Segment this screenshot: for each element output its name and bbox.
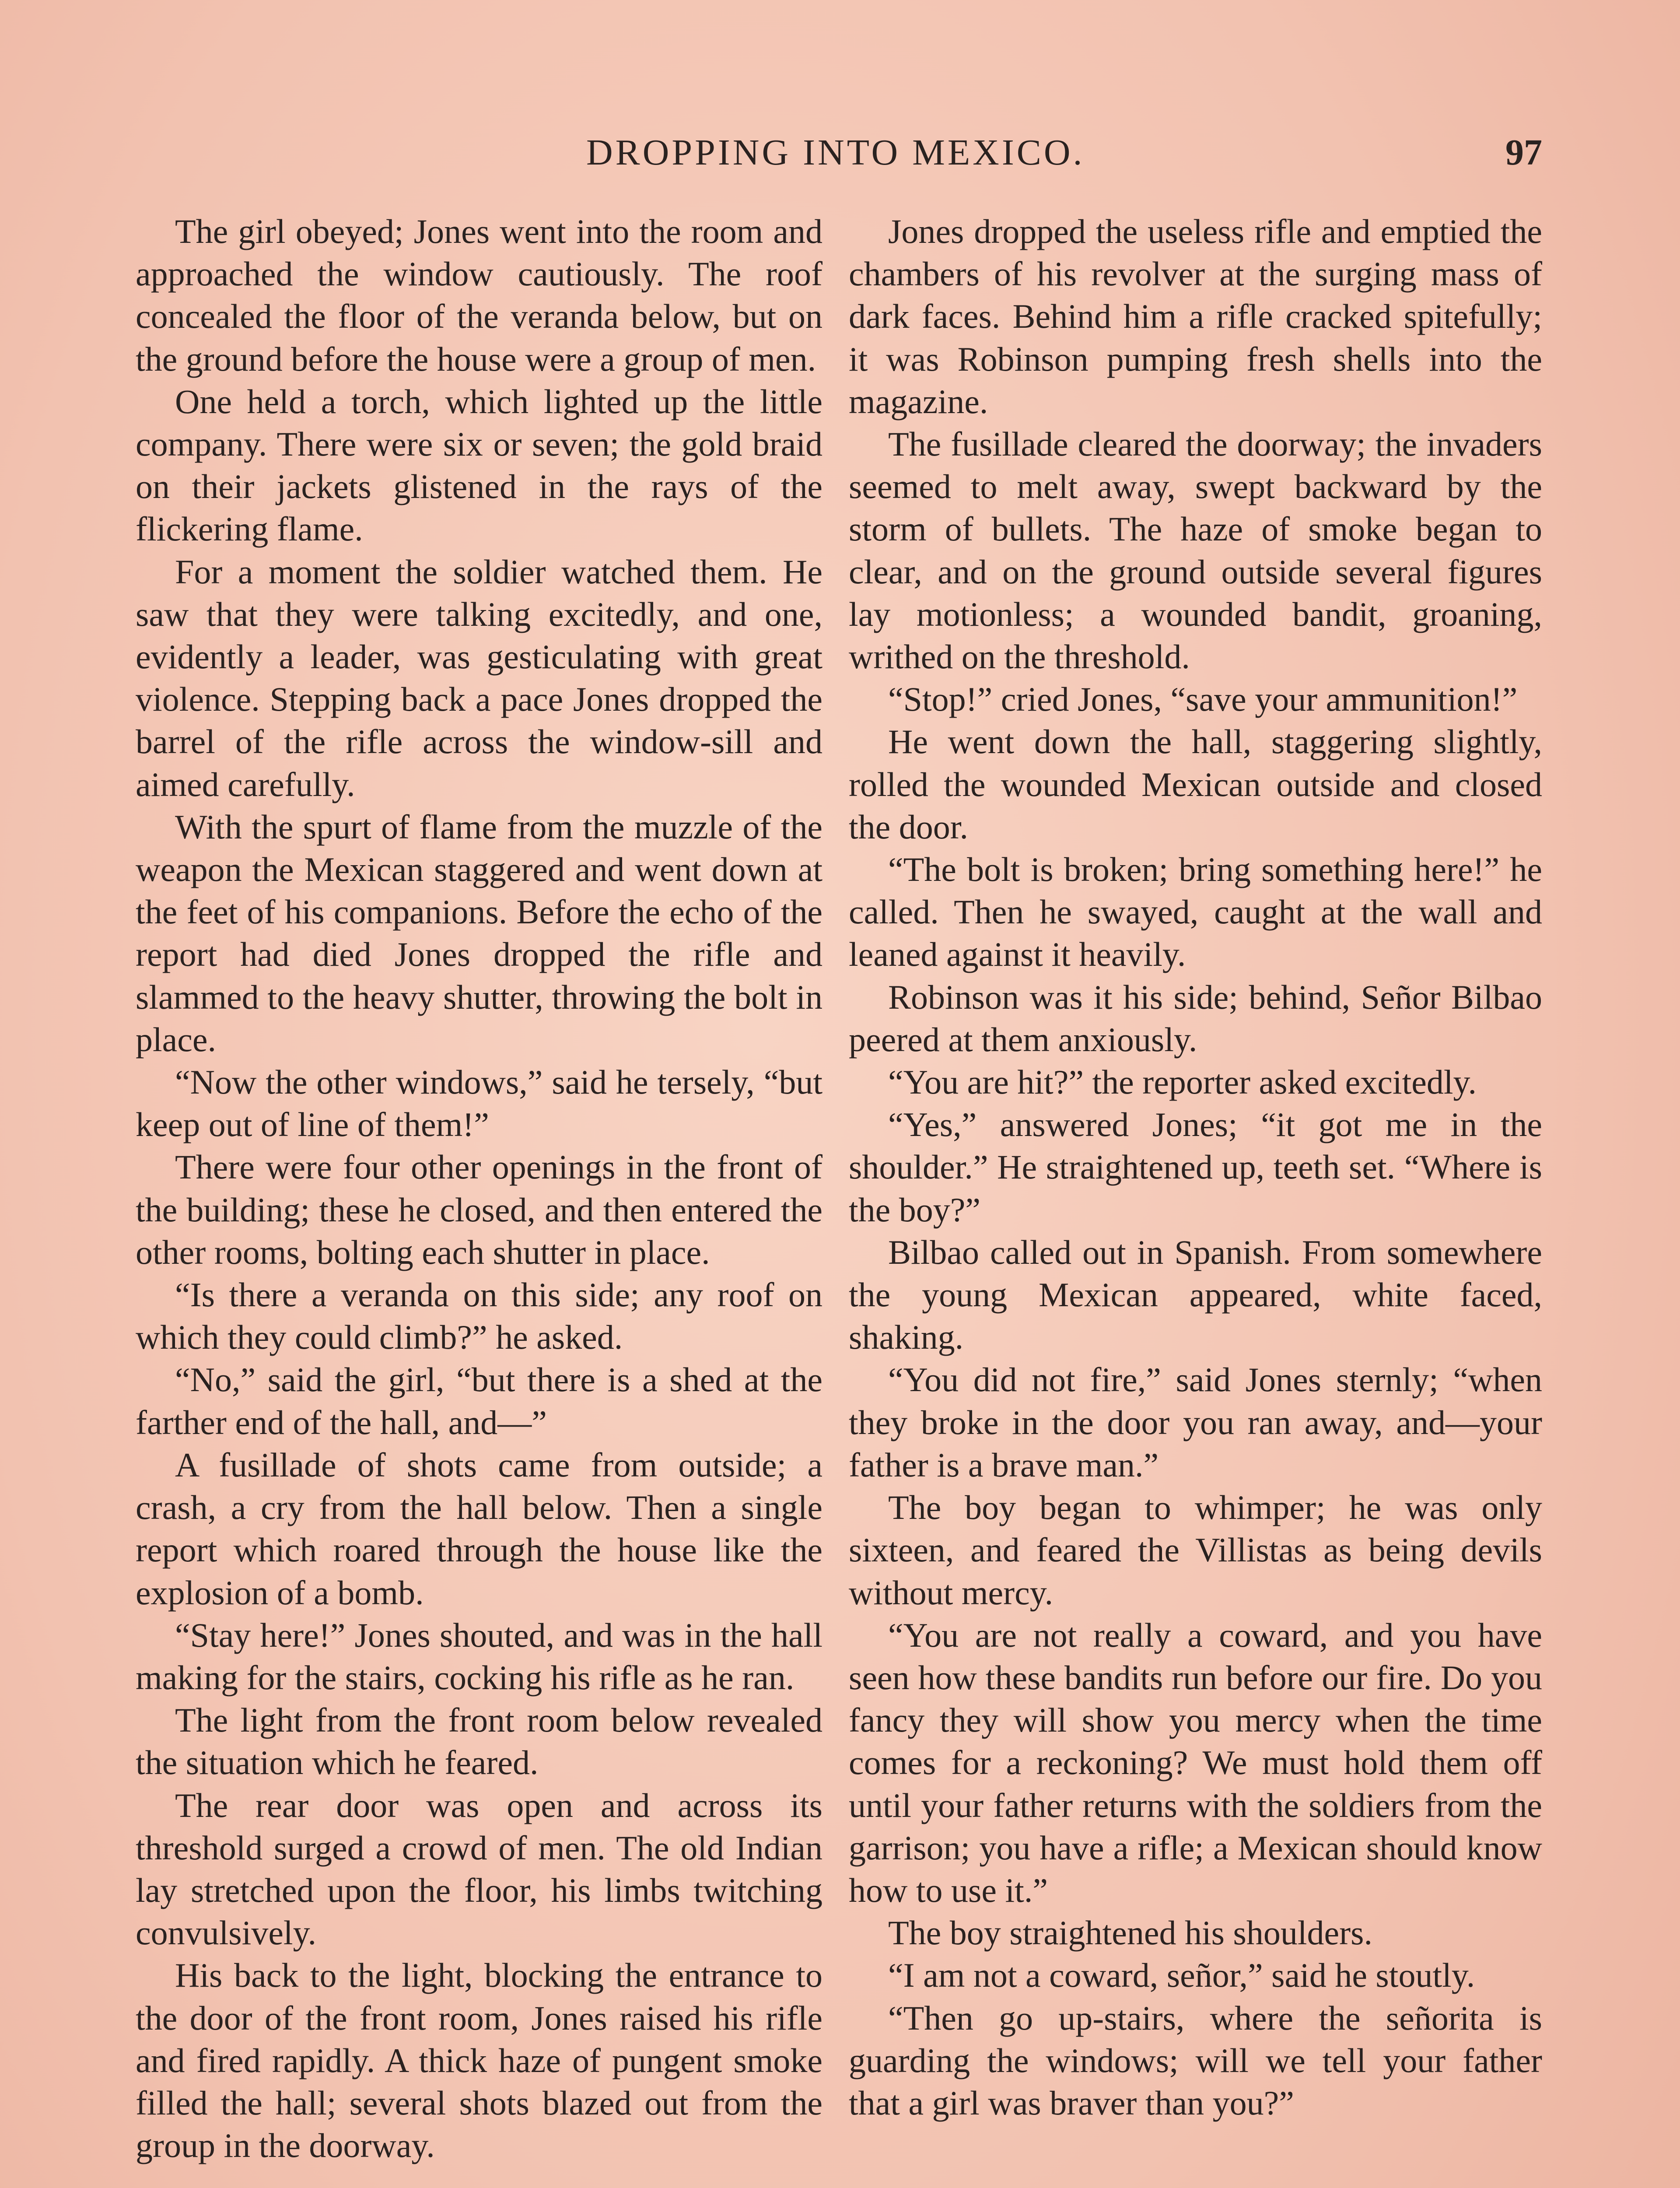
paragraph: “You did not fire,” said Jones sternly; “when they broke in the door you ran away, and—your father is a brave man.” bbox=[849, 1360, 1542, 1484]
page-number: 97 bbox=[1505, 132, 1542, 173]
paragraph: One held a torch, which lighted up the little company. There were six or seven; the gold braid on their jackets glistened in the rays of the flickering flame. bbox=[136, 382, 822, 548]
paragraph: He went down the hall, staggering slightly, rolled the wounded Mexican outside and closed the door. bbox=[849, 722, 1542, 846]
paragraph: The light from the front room below revealed the situation which he feared. bbox=[136, 1701, 822, 1782]
paragraph: Bilbao called out in Spanish. From somewhere the young Mexican appeared, white faced, shaking. bbox=[849, 1233, 1542, 1357]
paragraph: A fusillade of shots came from outside; a crash, a cry from the hall below. Then a single report which roared through the house like the explosion of a bomb. bbox=[136, 1445, 822, 1612]
paragraph: “Is there a veranda on this side; any roof on which they could climb?” he asked. bbox=[136, 1276, 822, 1357]
page-header bbox=[0, 131, 1680, 184]
left-column bbox=[136, 210, 822, 2167]
paragraph: “You are hit?” the reporter asked excitedly. bbox=[888, 1063, 1477, 1101]
paragraph: With the spurt of flame from the muzzle of the weapon the Mexican staggered and went down at the feet of his companions. Before the echo of the report had died Jones dropped the rifle and slammed to the heavy shutter, throwing the bolt in place. bbox=[136, 807, 822, 1059]
paragraph: Robinson was it his side; behind, Señor Bilbao peered at them anxiously. bbox=[849, 978, 1542, 1059]
running-title: DROPPING INTO MEXICO. bbox=[586, 132, 1085, 173]
paragraph: “The bolt is broken; bring something here!” he called. Then he swayed, caught at the wall and leaned against it heavily. bbox=[849, 850, 1542, 974]
paragraph: For a moment the soldier watched them. He saw that they were talking excitedly, and one, evidently a leader, was gesticulating with great violence. Stepping back a pace Jones dropped the barrel of the rifle across the window-sill and aimed carefully. bbox=[136, 552, 822, 803]
paragraph: “Yes,” answered Jones; “it got me in the shoulder.” He straightened up, teeth set. “Where is the boy?” bbox=[849, 1105, 1542, 1229]
paragraph: “I am not a coward, señor,” said he stoutly. bbox=[888, 1956, 1475, 1995]
paragraph: “Stop!” cried Jones, “save your ammunition!” bbox=[888, 680, 1518, 719]
paragraph: The boy began to whimper; he was only sixteen, and feared the Villistas as being devils without mercy. bbox=[849, 1488, 1542, 1612]
paragraph: “Now the other windows,” said he tersely, “but keep out of line of them!” bbox=[136, 1063, 822, 1144]
paragraph: “You are not really a coward, and you have seen how these bandits run before our fire. Do you fancy they will show you mercy when the time comes for a reckoning? We must hold them off until your father returns with the soldiers from the garrison; you have a rifle; a Mexican should know how to use it.” bbox=[849, 1616, 1542, 1909]
paragraph: “Stay here!” Jones shouted, and was in the hall making for the stairs, cocking his rifle as he ran. bbox=[136, 1616, 822, 1697]
paragraph: The fusillade cleared the doorway; the invaders seemed to melt away, swept backward by the storm of bullets. The haze of smoke began to clear, and on the ground outside several figures lay motionless; a wounded bandit, groaning, writhed on the threshold. bbox=[849, 425, 1542, 676]
paragraph: “No,” said the girl, “but there is a shed at the farther end of the hall, and—” bbox=[136, 1360, 822, 1441]
paragraph: The boy straightened his shoulders. bbox=[888, 1914, 1372, 1952]
paragraph: Jones dropped the useless rifle and emptied the chambers of his revolver at the surging mass of dark faces. Behind him a rifle cracked spitefully; it was Robinson pumping fresh shells into the magazine. bbox=[849, 212, 1542, 421]
paragraph: There were four other openings in the front of the building; these he closed, and then entered the other rooms, bolting each shutter in place. bbox=[136, 1148, 822, 1271]
paragraph: “Then go up-stairs, where the señorita is guarding the windows; will we tell your father that a girl was braver than you?” bbox=[849, 1999, 1542, 2122]
paragraph: The rear door was open and across its threshold surged a crowd of men. The old Indian lay stretched upon the floor, his limbs twitching convulsively. bbox=[136, 1786, 822, 1952]
paragraph: The girl obeyed; Jones went into the room and approached the window cautiously. The roof concealed the floor of the veranda below, but on the ground before the house were a group of men. bbox=[136, 212, 822, 378]
right-column bbox=[849, 210, 1542, 2124]
paragraph: His back to the light, blocking the entrance to the door of the front room, Jones raised his rifle and fired rapidly. A thick haze of pungent smoke filled the hall; several shots blazed out from the group in the doorway. bbox=[136, 1956, 822, 2165]
